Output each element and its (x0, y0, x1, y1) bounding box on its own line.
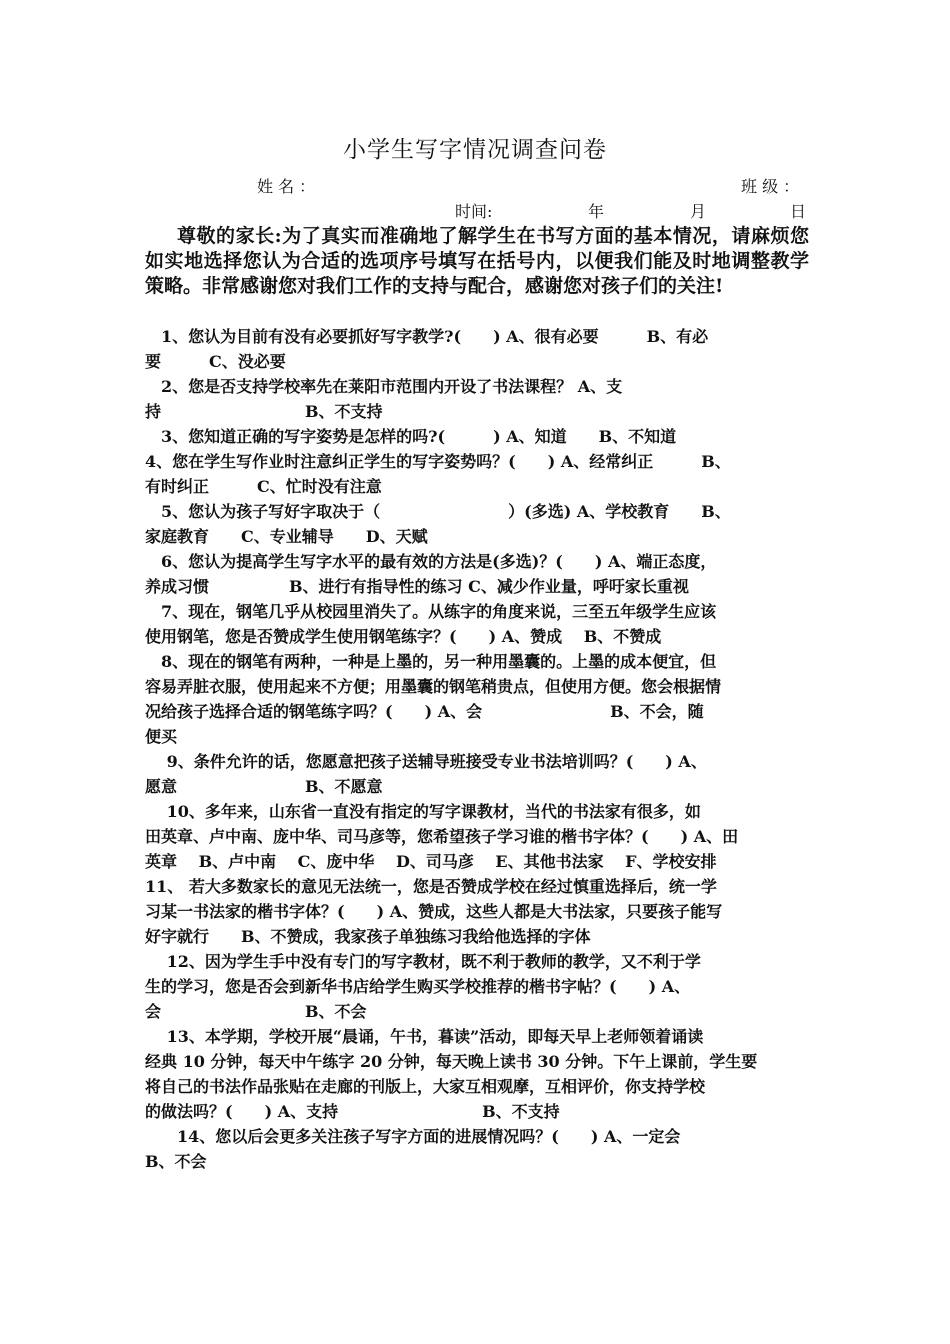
question-8 (145, 649, 809, 749)
question-line: 养成习惯 B、进行有指导性的练习 C、减少作业量，呼吁家长重视 (145, 577, 689, 596)
question-line: 将自己的书法作品张贴在走廊的刊版上，大家互相观摩，互相评价，你支持学校 (145, 1077, 706, 1096)
question-line: 4、您在学生写作业时注意纠正学生的写字姿势吗？( ) A、经常纠正 B、 (145, 452, 731, 471)
question-line: 好字就行 B、不赞成，我家孩子单独练习我给他选择的字体 (145, 927, 591, 946)
question-line: 英章 B、卢中南 C、庞中华 D、司马彦 E、其他书法家 F、学校安排 (145, 852, 717, 871)
question-line: 要 C、没必要 (145, 352, 286, 371)
question-line: 田英章、卢中南、庞中华、司马彦等，您希望孩子学习谁的楷书字体？( ) A、田 (145, 827, 739, 846)
question-line: 有时纠正 C、忙时没有注意 (145, 477, 382, 496)
question-1 (145, 324, 809, 374)
question-line: 愿意 B、不愿意 (145, 777, 383, 796)
question-line: 9、条件允许的话，您愿意把孩子送辅导班接受专业书法培训吗？( ) A、 (145, 752, 707, 771)
question-7 (145, 599, 809, 649)
day-label: 日 (790, 202, 807, 221)
year-label: 年 (588, 202, 605, 221)
question-line: 生的学习，您是否会到新华书店给学生购买学校推荐的楷书字帖？( ) A、 (145, 977, 691, 996)
question-line: 1、您认为目前有没有必要抓好写字教学?( ) A、很有必要 B、有必 (145, 327, 709, 346)
class-label: 班 级 ： (741, 177, 800, 196)
question-line: 习某一书法家的楷书字体？( ) A、赞成，这些人都是大书法家，只要孩子能写 (145, 902, 723, 921)
question-10-11 (145, 799, 809, 949)
question-line: 会 B、不会 (145, 1002, 367, 1021)
time-label: 时间: (455, 202, 493, 221)
question-line: 便买 (145, 727, 178, 746)
question-9 (145, 749, 809, 799)
question-line: 14、您以后会更多关注孩子写字方面的进展情况吗？( ) A、一定会 (145, 1127, 681, 1146)
question-6 (145, 549, 809, 599)
question-12 (145, 949, 809, 1024)
question-line: 6、您认为提高学生写字水平的最有效的方法是(多选)？( ) A、端正态度， (145, 552, 717, 571)
question-13 (145, 1024, 809, 1124)
question-line: 11、 若大多数家长的意见无法统一，您是否赞成学校在经过慎重选择后，统一学 (145, 877, 717, 896)
question-line: 13、本学期，学校开展“晨诵，午书，暮读”活动，即每天早上老师领着诵读 (145, 1027, 704, 1046)
question-line: 10、多年来，山东省一直没有指定的写字课教材，当代的书法家有很多，如 (145, 802, 701, 821)
question-line: 使用钢笔，您是否赞成学生使用钢笔练字？( ) A、赞成 B、不赞成 (145, 627, 662, 646)
question-line: 5、您认为孩子写好字取决于（ ）(多选) A、学校教育 B、 (145, 502, 731, 521)
question-line: 2、您是否支持学校率先在莱阳市范围内开设了书法课程？ A、支 (145, 377, 623, 396)
month-label: 月 (690, 202, 707, 221)
question-line: 8、现在的钢笔有两种，一种是上墨的，另一种用墨囊的。上墨的成本便宜，但 (145, 652, 717, 671)
page-title: 小学生写字情况调查问卷 (343, 137, 607, 163)
question-3-4 (145, 424, 809, 499)
question-2 (145, 374, 809, 424)
question-line: 持 B、不支持 (145, 402, 383, 421)
question-line: B、不会 (145, 1152, 207, 1171)
question-5 (145, 499, 809, 549)
question-line: 12、因为学生手中没有专门的写字教材，既不利于教师的教学，又不利于学 (145, 952, 701, 971)
question-line: 容易弄脏衣服，使用起来不方便；用墨囊的钢笔稍贵点，但使用方便。您会根据情 (145, 677, 722, 696)
question-line: 7、现在，钢笔几乎从校园里消失了。从练字的角度来说，三至五年级学生应该 (145, 602, 717, 621)
question-line: 经典 10 分钟，每天中午练字 20 分钟，每天晚上读书 30 分钟。下午上课前，学生要 (145, 1052, 758, 1071)
question-line: 3、您知道正确的写字姿势是怎样的吗?( ) A、知道 B、不知道 (145, 427, 677, 446)
question-line: 家庭教育 C、专业辅导 D、天赋 (145, 527, 428, 546)
question-14 (145, 1124, 809, 1174)
intro-paragraph: 尊敬的家长:为了真实而准确地了解学生在书写方面的基本情况，请麻烦您如实地选择您认为合适的选项序号填写在括号内，以便我们能及时地调整教学策略。非常感谢您对我们工作的支持与配合，感谢您对孩子们的关注! (145, 225, 809, 297)
question-line: 的做法吗？( ) A、支持 B、不支持 (145, 1102, 560, 1121)
name-label: 姓 名 ： (257, 177, 316, 196)
question-line: 况给孩子选择合适的钢笔练字吗？( ) A、会 B、不会，随 (145, 702, 704, 721)
